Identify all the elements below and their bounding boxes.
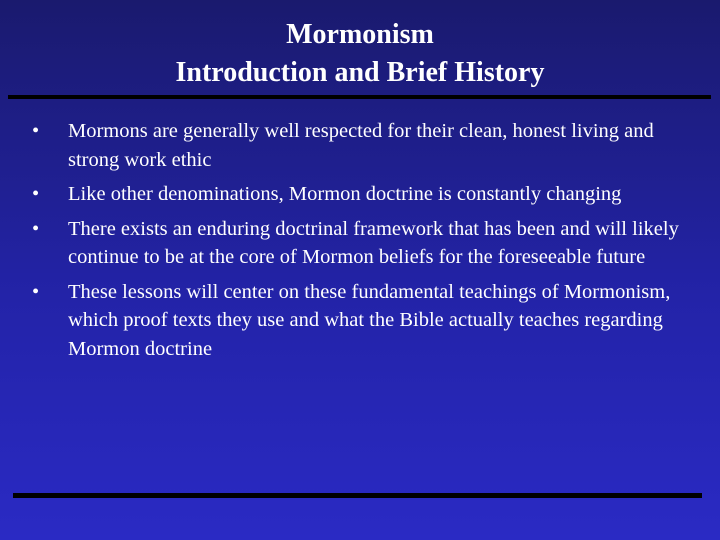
bullet-item bbox=[32, 278, 692, 364]
bullet-text: These lessons will center on these fundamental teachings of Mormonism, which proof texts they use and what the Bible actually teaches regarding Mormon doctrine bbox=[68, 280, 671, 360]
bullet-item bbox=[32, 180, 692, 209]
bullet-dot-icon: • bbox=[32, 120, 40, 142]
slide-title-line-2: Introduction and Brief History bbox=[175, 57, 545, 88]
slide-title-line-1: Mormonism bbox=[286, 19, 434, 50]
bullet-list bbox=[32, 117, 692, 369]
bullet-item bbox=[32, 215, 692, 272]
bullet-text: Like other denominations, Mormon doctrine is constantly changing bbox=[68, 183, 622, 205]
bullet-dot-icon: • bbox=[32, 183, 40, 205]
bullet-item bbox=[32, 117, 692, 174]
footer-divider-rule bbox=[13, 493, 702, 498]
slide-title bbox=[0, 16, 720, 92]
bullet-dot-icon: • bbox=[32, 280, 40, 303]
title-divider-rule bbox=[8, 95, 711, 99]
bullet-text: There exists an enduring doctrinal framework that has been and will likely continue to be at the core of Mormon beliefs for the foreseeable future bbox=[68, 217, 679, 268]
bullet-text: Mormons are generally well respected for their clean, honest living and strong work ethic bbox=[68, 120, 654, 171]
bullet-dot-icon: • bbox=[32, 217, 40, 240]
